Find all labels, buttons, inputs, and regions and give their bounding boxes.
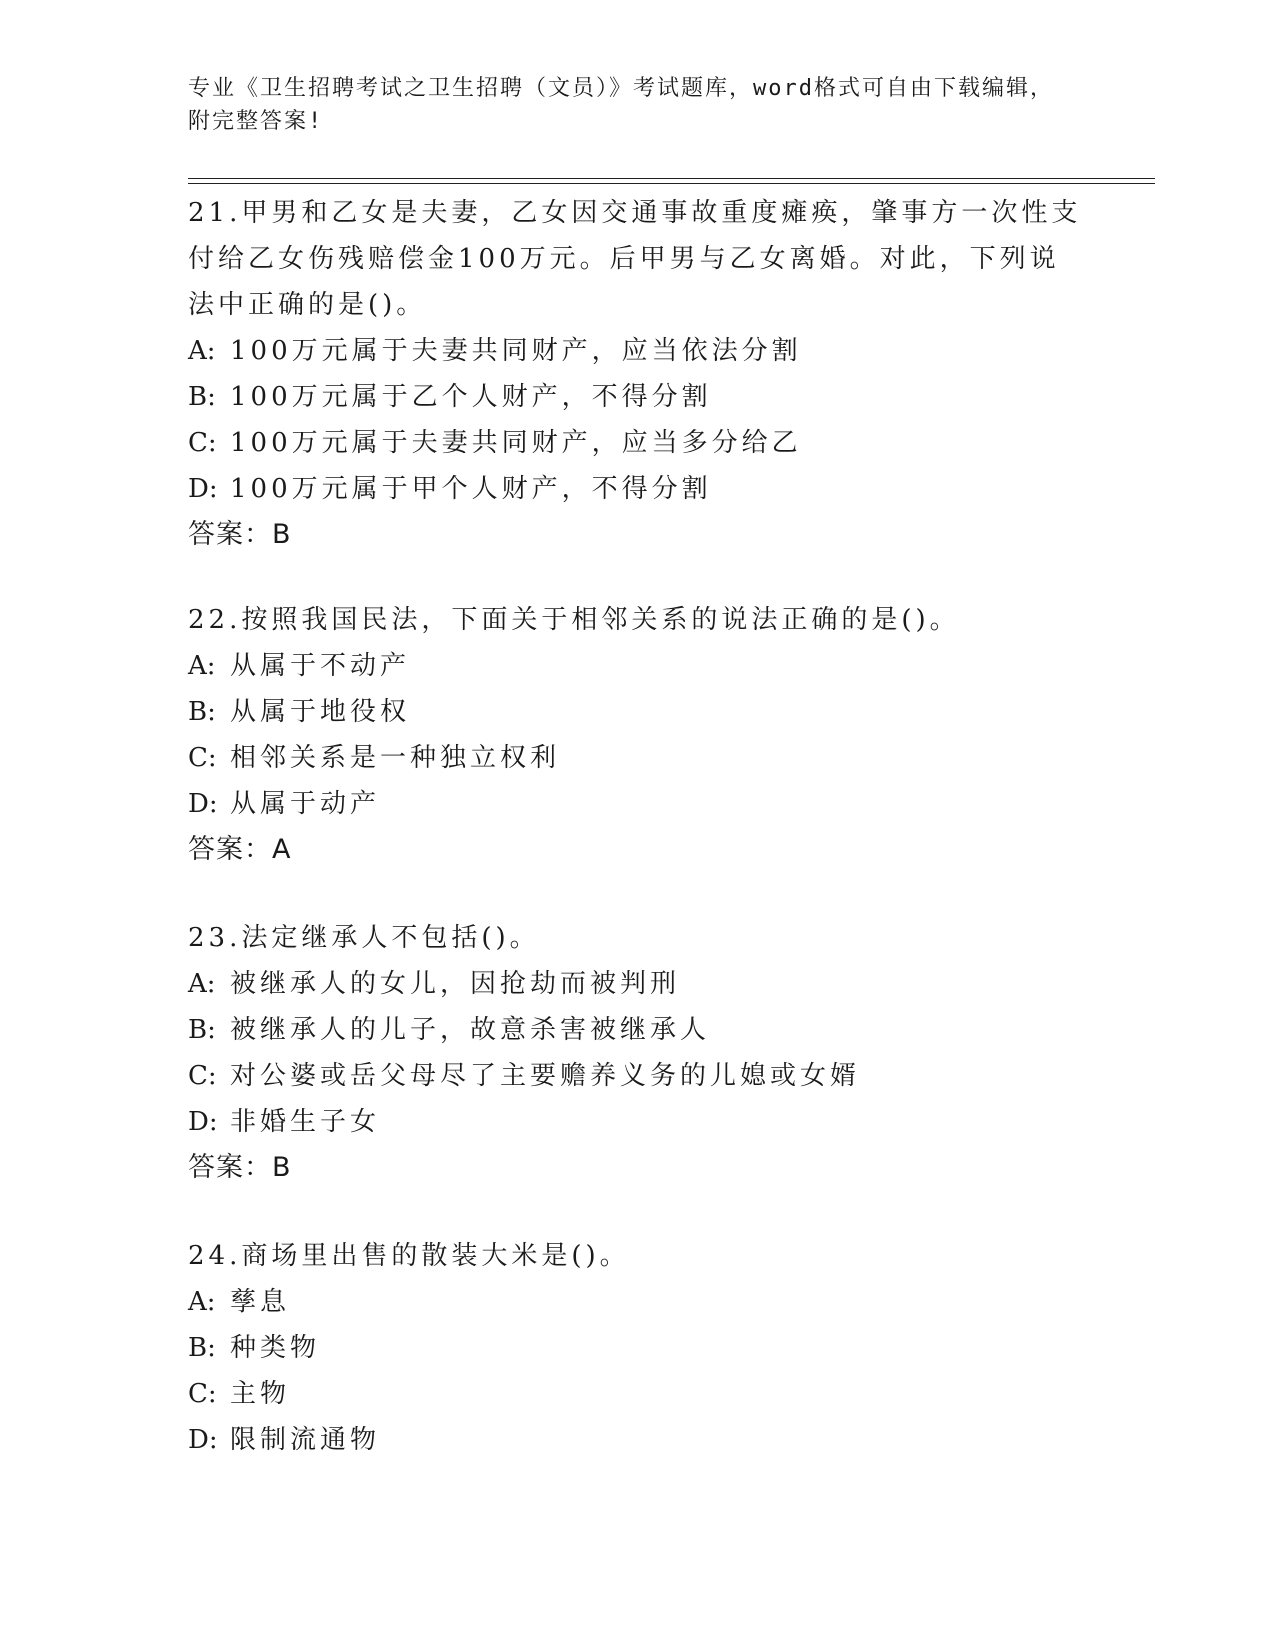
question-21: [188, 190, 1088, 558]
option-key: B:: [188, 697, 216, 727]
option-c: [188, 1371, 1088, 1417]
option-text: 100万元属于夫妻共同财产，应当依法分割: [230, 336, 802, 366]
question-23: [188, 915, 1088, 1191]
option-text: 100万元属于夫妻共同财产，应当多分给乙: [230, 428, 802, 458]
question-24: [188, 1233, 1088, 1463]
option-a: [188, 1279, 1088, 1325]
option-a: [188, 328, 1088, 374]
option-key: A:: [188, 1287, 216, 1317]
option-key: A:: [188, 336, 216, 366]
option-d: [188, 781, 1088, 827]
option-key: B:: [188, 1333, 216, 1363]
option-key: A:: [188, 969, 216, 999]
option-key: D:: [188, 474, 218, 504]
option-key: C:: [188, 428, 217, 458]
option-b: [188, 689, 1088, 735]
option-text: 100万元属于甲个人财产，不得分割: [230, 474, 712, 504]
question-22: [188, 597, 1088, 873]
option-key: C:: [188, 1379, 217, 1409]
answer-line: 答案：A: [188, 834, 292, 865]
option-key: B:: [188, 1015, 216, 1045]
option-text: 相邻关系是一种独立权利: [230, 743, 561, 773]
option-key: C:: [188, 743, 217, 773]
option-text: 主物: [230, 1379, 291, 1409]
option-b: [188, 374, 1088, 420]
header-divider-top: [188, 178, 1155, 179]
option-text: 非婚生子女: [230, 1107, 381, 1137]
option-c: [188, 420, 1088, 466]
option-text: 从属于地役权: [230, 697, 411, 727]
option-text: 被继承人的儿子，故意杀害被继承人: [230, 1015, 711, 1045]
answer-line: 答案：B: [188, 1152, 292, 1183]
option-key: C:: [188, 1061, 217, 1091]
option-b: [188, 1007, 1088, 1053]
option-key: B:: [188, 382, 216, 412]
question-stem: 22.按照我国民法，下面关于相邻关系的说法正确的是()。: [188, 605, 960, 635]
option-text: 限制流通物: [230, 1425, 381, 1455]
option-b: [188, 1325, 1088, 1371]
header-divider-bottom: [188, 183, 1155, 184]
option-text: 100万元属于乙个人财产，不得分割: [230, 382, 712, 412]
document-header: 专业《卫生招聘考试之卫生招聘（文员）》考试题库，word格式可自由下载编辑，附完整答案!: [188, 76, 1054, 134]
option-c: [188, 1053, 1088, 1099]
answer-line: 答案：B: [188, 519, 292, 550]
option-text: 种类物: [230, 1333, 321, 1363]
option-text: 孳息: [230, 1287, 291, 1317]
option-text: 被继承人的女儿，因抢劫而被判刑: [230, 969, 681, 999]
option-c: [188, 735, 1088, 781]
question-stem: 21.甲男和乙女是夫妻，乙女因交通事故重度瘫痪，肇事方一次性支付给乙女伤残赔偿金100万元。后甲男与乙女离婚。对此，下列说法中正确的是()。: [188, 198, 1082, 320]
option-text: 对公婆或岳父母尽了主要赡养义务的儿媳或女婿: [230, 1061, 861, 1091]
question-stem: 24.商场里出售的散装大米是()。: [188, 1241, 630, 1271]
option-key: A:: [188, 651, 216, 681]
option-key: D:: [188, 1107, 218, 1137]
option-d: [188, 1417, 1088, 1463]
option-text: 从属于不动产: [230, 651, 411, 681]
option-a: [188, 961, 1088, 1007]
option-text: 从属于动产: [230, 789, 381, 819]
option-d: [188, 466, 1088, 512]
question-stem: 23.法定继承人不包括()。: [188, 923, 540, 953]
option-key: D:: [188, 789, 218, 819]
option-a: [188, 643, 1088, 689]
option-key: D:: [188, 1425, 218, 1455]
option-d: [188, 1099, 1088, 1145]
